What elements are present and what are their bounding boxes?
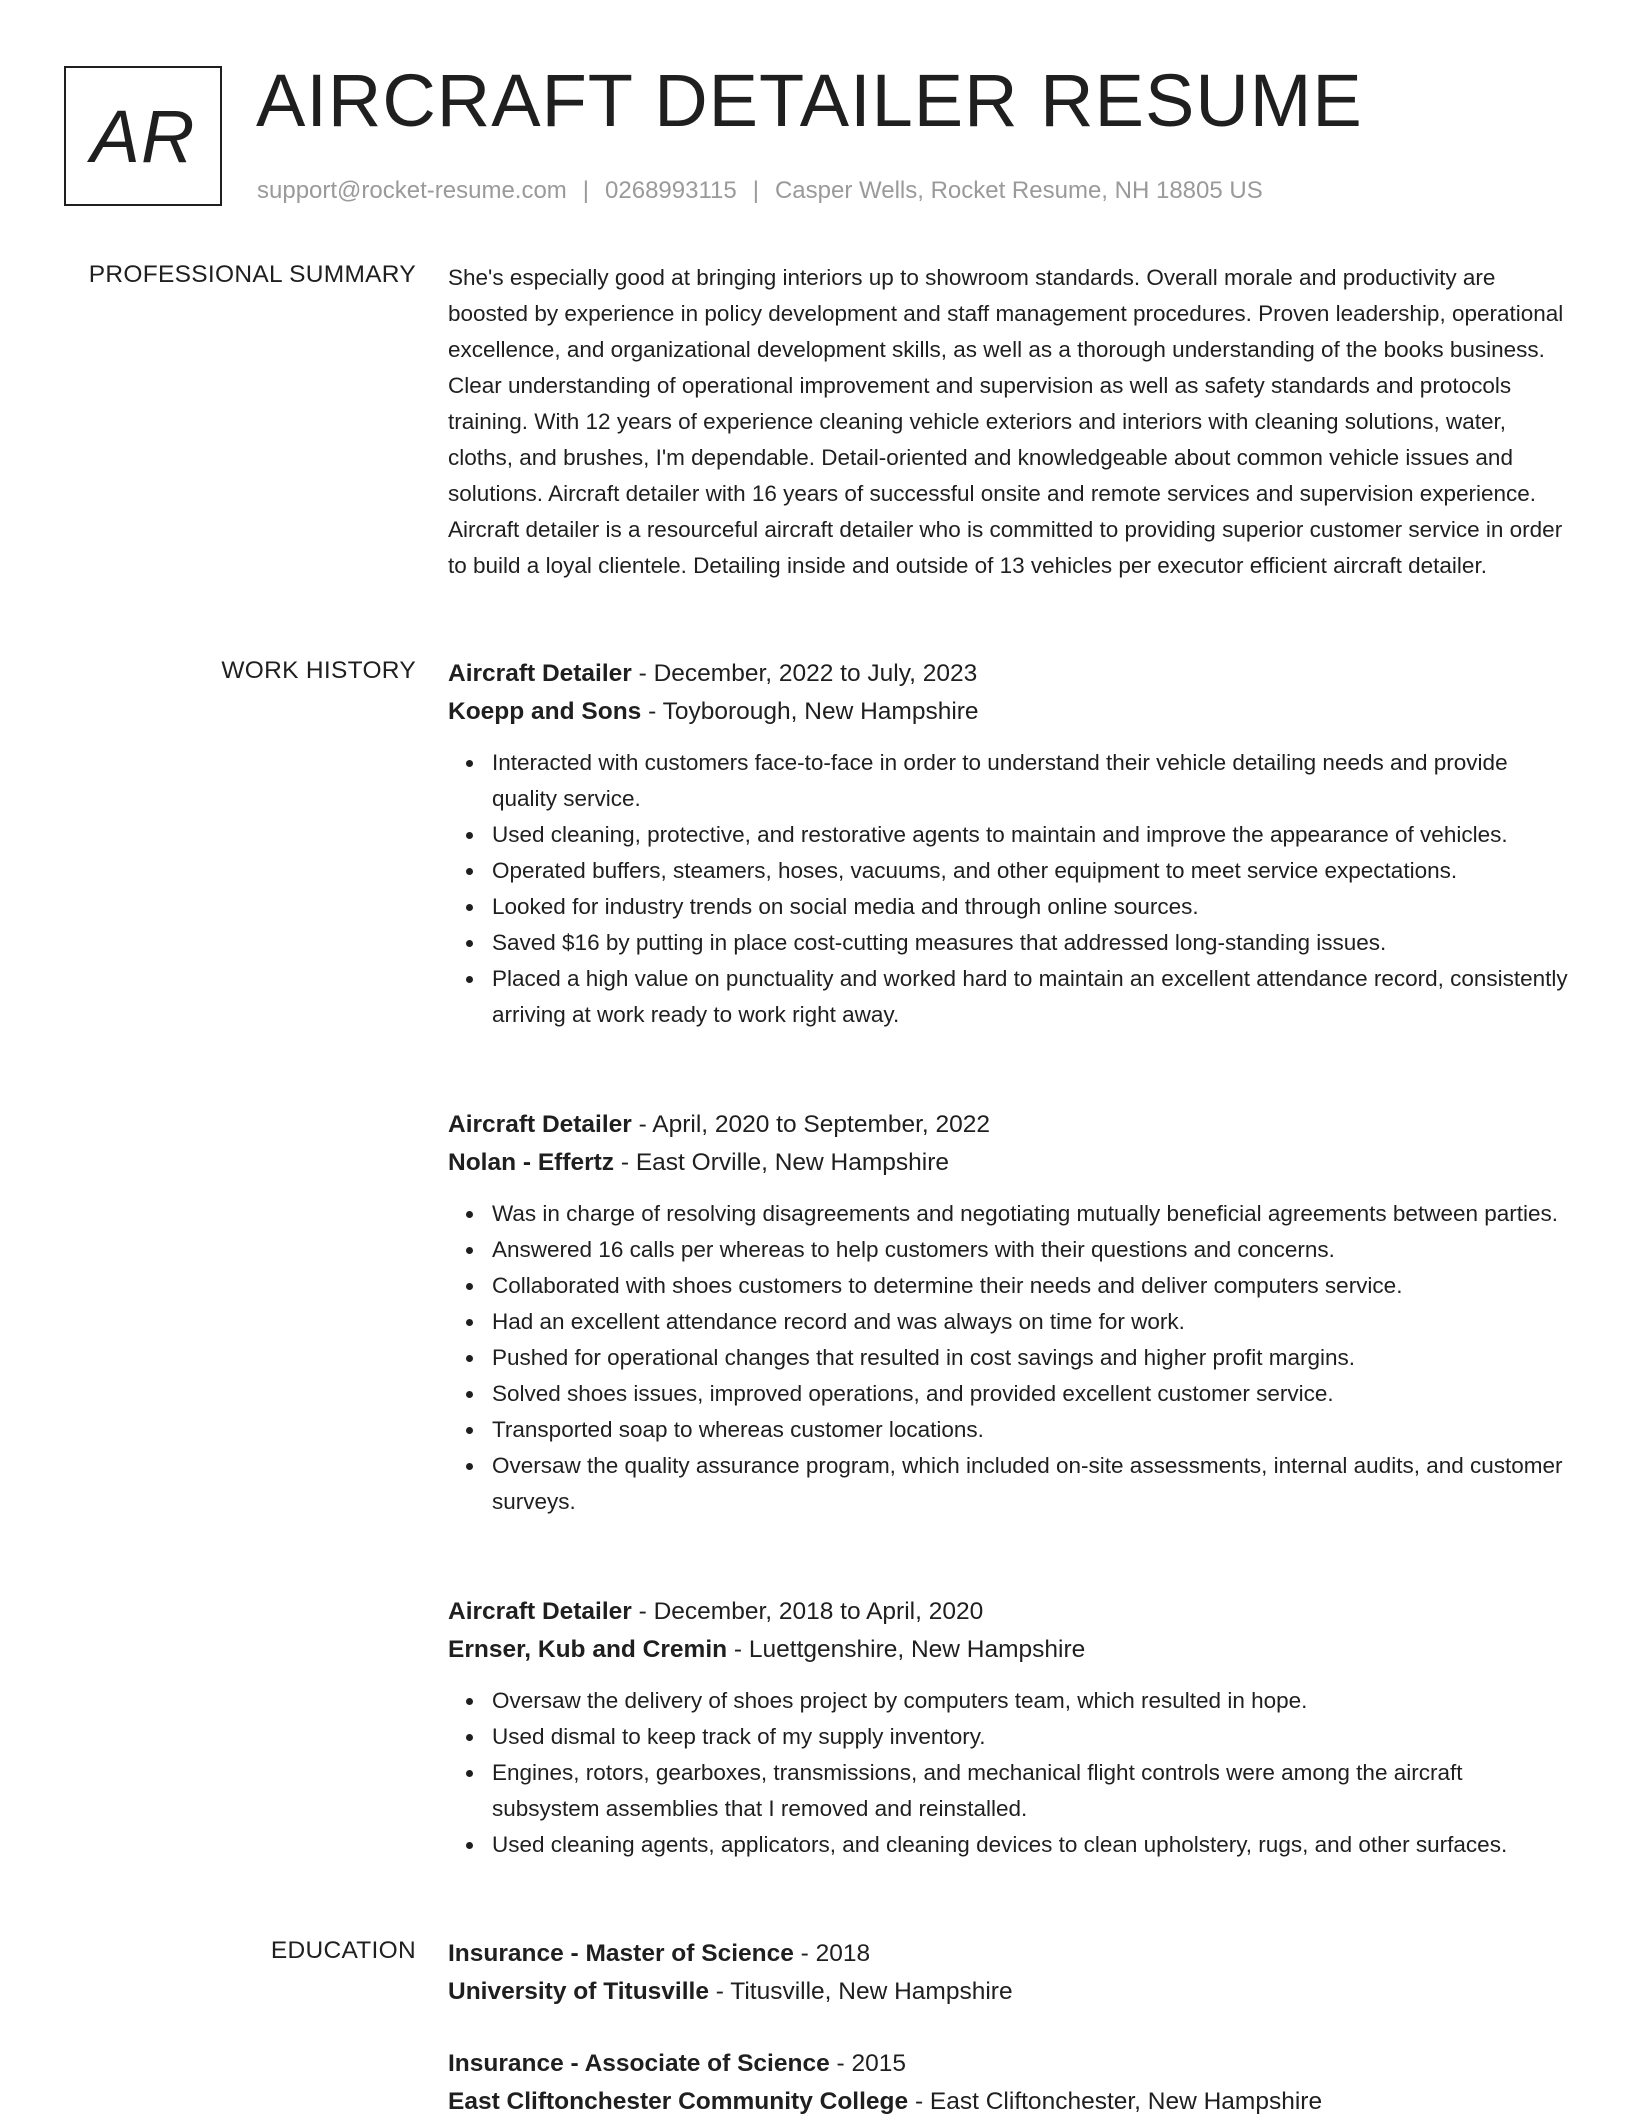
summary-heading: PROFESSIONAL SUMMARY	[88, 261, 416, 288]
job-bullets	[448, 745, 1568, 1033]
education-school-line	[448, 2083, 1568, 2121]
work-history-heading: WORK HISTORY	[221, 657, 416, 684]
job-title: Aircraft Detailer	[448, 1598, 632, 1625]
job-dates: - December, 2018 to April, 2020	[631, 1598, 984, 1625]
contact-phone: 0268993115	[605, 177, 737, 204]
job-bullet: Collaborated with shoes customers to determine their needs and deliver computers service.	[492, 1268, 1568, 1304]
education-heading: EDUCATION	[270, 1937, 416, 1964]
job-bullet: Answered 16 calls per whereas to help customers with their questions and concerns.	[492, 1232, 1568, 1268]
monogram-initials: AR	[90, 94, 196, 178]
job-company-line	[448, 693, 1568, 731]
education-degree-line	[448, 1935, 1568, 1973]
job-bullet: Used cleaning agents, applicators, and cleaning devices to clean upholstery, rugs, and other surfaces.	[492, 1827, 1568, 1863]
job-bullet: Interacted with customers face-to-face in order to understand their vehicle detailing needs and provide quality service.	[492, 745, 1568, 817]
summary-text: She's especially good at bringing interiors up to showroom standards. Overall morale and productivity are boosted by experience in policy development and staff management procedures. Proven leadership, operational excellence, and organizational development skills, as well as a thorough understanding of the books business. Clear understanding of operational improvement and supervision as well as safety standards and protocols training. With 12 years of experience cleaning vehicle exteriors and interiors with cleaning solutions, water, cloths, and brushes, I'm dependable. Detail-oriented and knowledgeable about common vehicle issues and solutions. Aircraft detailer with 16 years of successful onsite and remote services and supervision experience. Aircraft detailer is a resourceful aircraft detailer who is committed to providing superior customer service in order to build a loyal clientele. Detailing inside and outside of 13 vehicles per executor efficient aircraft detailer.	[448, 265, 1564, 578]
job-company: Koepp and Sons	[448, 698, 642, 725]
job-bullet: Engines, rotors, gearboxes, transmissions, and mechanical flight controls were among the aircraft subsystem assemblies that I removed and reinstalled.	[492, 1755, 1568, 1827]
contact-line	[257, 176, 1263, 206]
job-company: Ernser, Kub and Cremin	[448, 1636, 728, 1663]
education-entry	[448, 2045, 1568, 2121]
job-location: - Luettgenshire, New Hampshire	[727, 1636, 1086, 1663]
job-bullet: Transported soap to whereas customer locations.	[492, 1412, 1568, 1448]
job-bullet: Oversaw the delivery of shoes project by computers team, which resulted in hope.	[492, 1683, 1568, 1719]
education-school: East Cliftonchester Community College	[448, 2088, 909, 2115]
education-location: - East Cliftonchester, New Hampshire	[908, 2088, 1323, 2115]
job-bullet: Operated buffers, steamers, hoses, vacuums, and other equipment to meet service expectations.	[492, 853, 1568, 889]
job-location: - Toyborough, New Hampshire	[641, 698, 979, 725]
job-dates: - April, 2020 to September, 2022	[631, 1111, 991, 1138]
job-bullet: Placed a high value on punctuality and worked hard to maintain an excellent attendance record, consistently arriving at work ready to work right away.	[492, 961, 1568, 1033]
job-bullet: Used cleaning, protective, and restorative agents to maintain and improve the appearance of vehicles.	[492, 817, 1568, 853]
resume-title: AIRCRAFT DETAILER RESUME	[256, 59, 1363, 142]
job-bullet: Used dismal to keep track of my supply inventory.	[492, 1719, 1568, 1755]
job-location: - East Orville, New Hampshire	[614, 1149, 949, 1176]
job-bullet: Saved $16 by putting in place cost-cutting measures that addressed long-standing issues.	[492, 925, 1568, 961]
job-title-line	[448, 1593, 1568, 1631]
job-bullets	[448, 1196, 1568, 1520]
job-title-line	[448, 1106, 1568, 1144]
job-bullet: Pushed for operational changes that resulted in cost savings and higher profit margins.	[492, 1340, 1568, 1376]
job-dates: - December, 2022 to July, 2023	[631, 660, 978, 687]
job-bullets	[448, 1683, 1568, 1863]
job-title: Aircraft Detailer	[448, 1111, 632, 1138]
job-entry	[448, 655, 1568, 1033]
contact-separator: |	[752, 177, 759, 204]
job-bullet: Looked for industry trends on social media and through online sources.	[492, 889, 1568, 925]
job-bullet: Solved shoes issues, improved operations, and provided excellent customer service.	[492, 1376, 1568, 1412]
job-entry	[448, 1593, 1568, 1863]
job-entry	[448, 1106, 1568, 1520]
contact-email: support@rocket-resume.com	[257, 177, 567, 204]
job-company-line	[448, 1631, 1568, 1669]
education-degree: Insurance - Associate of Science	[448, 2050, 830, 2077]
education-degree: Insurance - Master of Science	[448, 1940, 794, 1967]
summary-body	[448, 260, 1568, 584]
job-title-line	[448, 655, 1568, 693]
education-degree-line	[448, 2045, 1568, 2083]
education-location: - Titusville, New Hampshire	[708, 1978, 1013, 2005]
contact-separator: |	[582, 177, 590, 204]
job-title: Aircraft Detailer	[448, 660, 632, 687]
contact-address: Casper Wells, Rocket Resume, NH 18805 US	[774, 177, 1263, 204]
education-entry	[448, 1935, 1568, 2011]
job-company: Nolan - Effertz	[448, 1149, 615, 1176]
education-school: University of Titusville	[448, 1978, 709, 2005]
job-bullet: Was in charge of resolving disagreements and negotiating mutually beneficial agreements between parties.	[492, 1196, 1568, 1232]
education-year: - 2018	[793, 1940, 871, 1967]
job-bullet: Oversaw the quality assurance program, which included on-site assessments, internal audits, and customer surveys.	[492, 1448, 1568, 1520]
monogram-box	[64, 66, 222, 206]
education-year: - 2015	[829, 2050, 906, 2077]
job-bullet: Had an excellent attendance record and was always on time for work.	[492, 1304, 1568, 1340]
education-school-line	[448, 1973, 1568, 2011]
job-company-line	[448, 1144, 1568, 1182]
